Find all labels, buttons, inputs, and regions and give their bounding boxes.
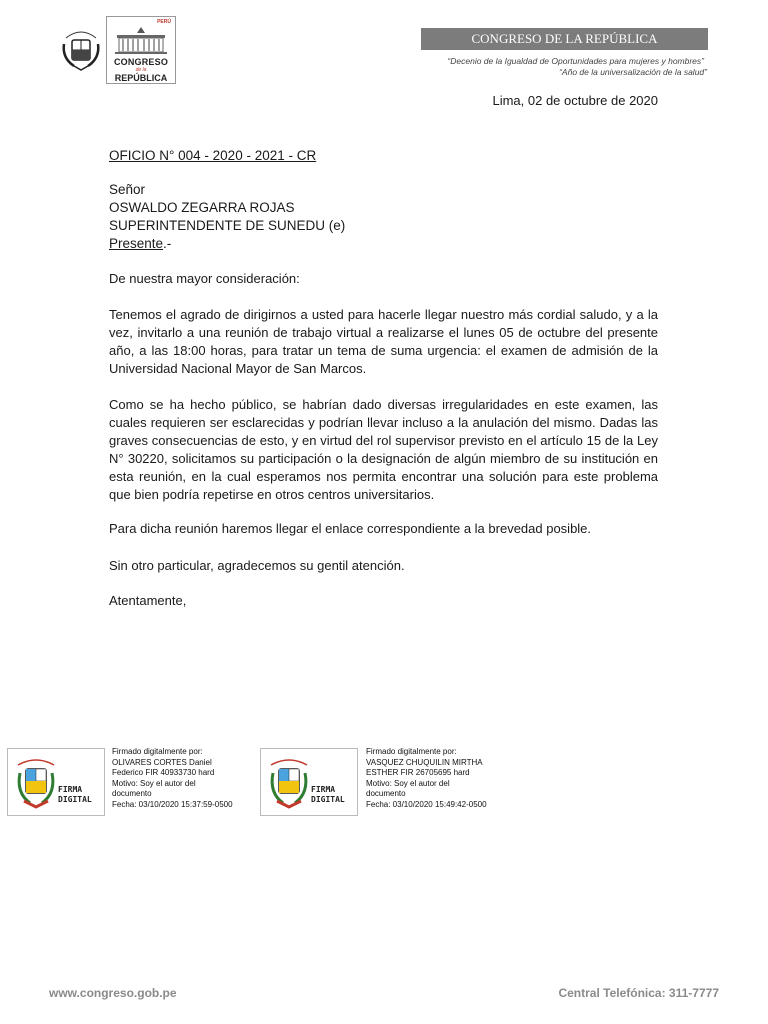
year-motto: “Año de la universalización de la salud” bbox=[559, 67, 707, 77]
logo-line2: de la bbox=[135, 67, 147, 73]
firma-digital-label: FIRMA DIGITAL bbox=[311, 785, 345, 804]
greeting: De nuestra mayor consideración: bbox=[109, 271, 300, 286]
paragraph-thanks: Sin otro particular, agradecemos su gentil atención. bbox=[109, 558, 405, 573]
paragraph-context: Como se ha hecho público, se habrían dado diversas irregularidades en este examen, las cuales requieren ser esclarecidas y podrían llevar incluso a la anulación del mismo. Dadas las graves consecuencias de esto, y en virtud del rol supervisor previsto en el artículo 15 de la Ley N° 30220, solicitamos su participación o la designación de algún miembro de su institución en esta reunión, en la cual esperamos nos permita encontrar una solución para este problema que bien podría repetirse en otros centros universitarios. bbox=[109, 397, 658, 502]
signature-details: Firmado digitalmente por: OLIVARES CORTES Daniel Federico FIR 40933730 hard Motivo: Soy el autor del documento Fecha: 03/10/2020 15:37:59-0500 bbox=[112, 747, 233, 809]
recipient-title: SUPERINTENDENTE DE SUNEDU (e) bbox=[109, 218, 346, 233]
oficio-number: OFICIO N° 004 - 2020 - 2021 - CR bbox=[109, 148, 317, 163]
logo-line1: CONGRESO bbox=[113, 57, 169, 67]
peru-emblem-icon bbox=[12, 755, 60, 811]
footer-website: www.congreso.gob.pe bbox=[49, 986, 177, 1000]
signature-details: Firmado digitalmente por: VASQUEZ CHUQUILIN MIRTHA ESTHER FIR 26705695 hard Motivo: Soy el autor del documento Fecha: 03/10/2020 15:49:42-0500 bbox=[366, 747, 487, 809]
congreso-logo bbox=[106, 16, 176, 84]
paragraph-link: Para dicha reunión haremos llegar el enlace correspondiente a la brevedad posible. bbox=[109, 521, 592, 536]
peru-emblem-icon bbox=[265, 755, 313, 811]
decenio-motto: “Decenio de la Igualdad de Oportunidades para mujeres y hombres” bbox=[447, 56, 704, 66]
salutation: Señor bbox=[109, 182, 146, 197]
peru-coat-of-arms-icon bbox=[60, 24, 102, 76]
header-banner: CONGRESO DE LA REPÚBLICA bbox=[421, 28, 708, 50]
presente-suffix: .- bbox=[163, 236, 172, 251]
presente-line bbox=[109, 236, 171, 251]
logo-line3: REPÚBLICA bbox=[114, 73, 168, 83]
recipient-name: OSWALDO ZEGARRA ROJAS bbox=[109, 200, 295, 215]
logo-country: PERÚ bbox=[157, 19, 171, 25]
footer-phone: Central Telefónica: 311-7777 bbox=[558, 986, 719, 1000]
digital-signature-stamp bbox=[260, 748, 358, 816]
firma-digital-label: FIRMA DIGITAL bbox=[58, 785, 92, 804]
paragraph-invitation: Tenemos el agrado de dirigirnos a usted para hacerle llegar nuestro más cordial saludo, y a la vez, invitarlo a una reunión de trabajo virtual a realizarse el lunes 05 de octubre del presente año, a las 18:00 horas, para tratar un tema de suma urgencia: el examen de admisión de la Universidad Nacional Mayor de San Marcos. bbox=[109, 307, 658, 376]
congress-building-icon bbox=[113, 25, 169, 55]
digital-signature-stamp bbox=[7, 748, 105, 816]
presente-word: Presente bbox=[109, 236, 164, 251]
closing: Atentamente, bbox=[109, 593, 187, 608]
letter-date: Lima, 02 de octubre de 2020 bbox=[492, 93, 658, 108]
